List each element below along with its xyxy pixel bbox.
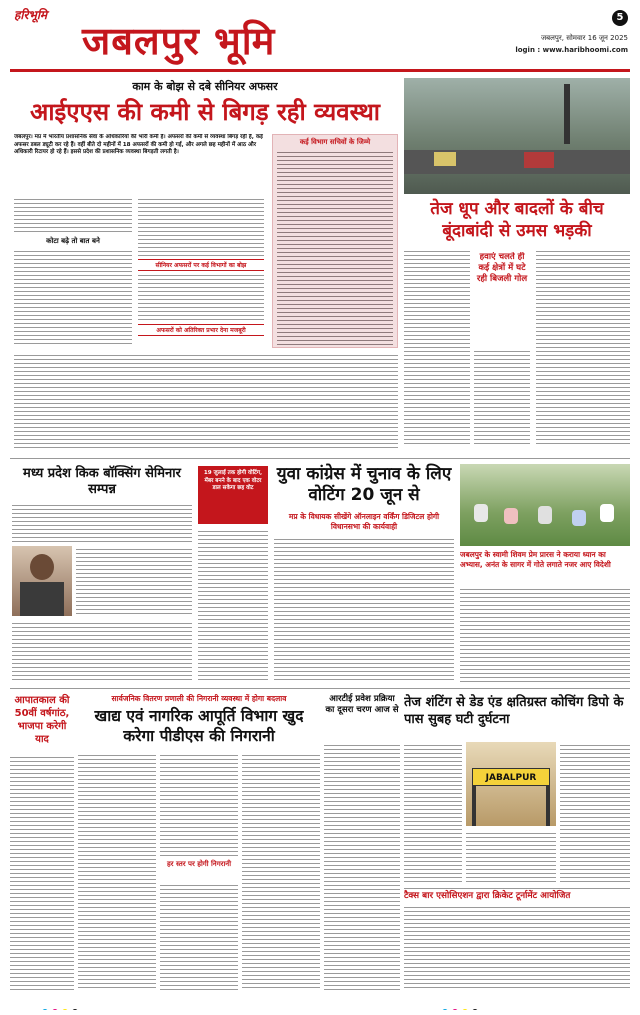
- youth-story: [198, 462, 456, 686]
- lead-col-2a: [138, 196, 264, 256]
- weather-col-2: [474, 348, 530, 446]
- lead-story: [10, 76, 400, 456]
- yoga-photo: [460, 464, 630, 546]
- weather-story: [404, 76, 630, 456]
- train-text-1: [404, 742, 462, 882]
- weather-photo: [404, 78, 630, 194]
- page-number: 5: [612, 10, 628, 26]
- dateline: जबलपुर, सोमवार 16 जून 2025: [540, 34, 628, 42]
- pds-story: [78, 692, 320, 992]
- tax-headline: टैक्स बार एसोसिएशन द्वारा क्रिकेट टूर्नामेंट आयोजित: [404, 888, 630, 902]
- pds-sub: हर स्तर पर होगी निगरानी: [166, 860, 232, 868]
- weather-headline: तेज धूप और बादलों के बीच बूंदाबांदी से उमस भड़की: [430, 199, 604, 241]
- lead-box: [272, 134, 398, 348]
- pds-col-3: [242, 752, 320, 990]
- lead-box-text: [277, 149, 393, 345]
- train-text-3: [560, 742, 630, 882]
- weather-col-1: [404, 248, 470, 446]
- lead-sub-departments: सीनियर अफसरों पर कई विभागों का बोझ: [138, 259, 264, 271]
- lead-headline: आईएएस की कमी से बिगड़ रही व्यवस्था: [29, 98, 380, 126]
- yoga-story: [460, 462, 630, 686]
- lead-sub-charge: अफसरों को अतिरिक्त प्रभार देना मजबूरी: [138, 324, 264, 336]
- pds-col-2b: [160, 882, 238, 990]
- masthead: [0, 0, 640, 70]
- lead-intro: जबलपुर। मप्र में भारतीय प्रशासनिक सेवा के अधिकारियों की भारी कमी है। अफसरों की कमी से व्यवस्था बिगड़ रही है, कई अफसर डबल ड्यूटी कर रहे हैं। वहीं बीते दो महीनों में 18 अफसरों की कमी हो गई, और अगले छह महीनों में आठ और अधिकारी रिटायर हो रहे हैं। इससे प्रदेश की प्रशासनिक व्यवस्था बिगड़ती लगती है।: [14, 134, 263, 156]
- section-rule-2: [10, 688, 630, 689]
- lead-bottom-text: [14, 352, 398, 448]
- masthead-rule: [10, 69, 630, 72]
- boxing-story: [10, 462, 194, 686]
- lead-col-2b: [138, 272, 264, 320]
- section-rule-1: [10, 458, 630, 459]
- train-photo: [466, 742, 556, 826]
- emergency-headline: आपातकाल की 50वीं वर्षगांठ, भाजपा करेगी याद: [14, 695, 70, 745]
- emergency-story: [10, 692, 74, 992]
- youth-text-1: [198, 528, 268, 682]
- pds-col-2a: [160, 752, 238, 856]
- youth-headline: युवा कांग्रेस में चुनाव के लिए वोटिंग 20 जून से: [276, 464, 452, 505]
- boxing-headline: मध्य प्रदेश किक बॉक्सिंग सेमिनार सम्पन्न: [23, 466, 181, 497]
- pds-col-1: [78, 752, 156, 990]
- boxing-text-2: [76, 546, 192, 616]
- lead-sub-kota: कोटा बढ़े तो बात बने: [46, 237, 100, 245]
- login-url[interactable]: login : www.haribhoomi.com: [515, 46, 628, 54]
- yoga-headline: जबलपुर के स्वामी शिवम प्रेम प्रारस ने कराया ध्यान का अभ्यास, अनंत के सागर में गोते लगाते नजर आए विदेशी: [460, 550, 611, 569]
- weather-col-3: [536, 248, 630, 446]
- boxing-text-3: [12, 620, 192, 682]
- weather-callout: हवाएं चलते ही कई क्षेत्रों में घटे रही बिजली गोल: [476, 252, 528, 284]
- rte-text: [324, 742, 400, 990]
- station-sign: JABALPUR: [472, 768, 550, 786]
- lead-box-title: कई विभाग सचिवों के जिम्मे: [299, 138, 371, 146]
- youth-text-2: [274, 536, 454, 682]
- rte-story: [324, 692, 400, 992]
- rte-headline: आरटीई प्रवेश प्रक्रिया का दूसरा चरण आज से: [325, 694, 399, 715]
- pds-headline: खाद्य एवं नागरिक आपूर्ति विभाग खुद करेगा पीडीएस की निगरानी: [94, 707, 304, 745]
- train-story: [404, 692, 630, 992]
- footer-color-marks-right: [440, 1000, 600, 1010]
- emergency-text: [10, 754, 74, 990]
- lead-col-1b: [14, 248, 132, 344]
- yoga-text: [460, 586, 630, 682]
- brand-logo: हरिभूमि: [14, 8, 48, 22]
- pds-kicker: सार्वजनिक वितरण प्रणाली की निगरानी व्यवस्था में होगा बदलाव: [111, 694, 287, 703]
- boxing-text-1: [12, 502, 192, 542]
- train-text-2: [466, 830, 556, 882]
- train-headline: तेज शंटिंग से डेड एंड क्षतिग्रस्त कोचिंग डिपो के पास सुबह घटी दुर्घटना: [404, 695, 624, 727]
- masthead-title: जबलपुर भूमि: [82, 19, 276, 63]
- boxing-photo: [12, 546, 72, 616]
- youth-teaser: 19 जुलाई तक होगी वोटिंग, मेंबर बनने के बाद एक वोटर डाल सकेगा छह वोट: [198, 466, 268, 524]
- tax-text: [404, 904, 630, 990]
- footer-color-marks-left: [40, 1000, 200, 1010]
- lead-kicker: काम के बोझ से दबे सीनियर अफसर: [132, 80, 278, 93]
- lead-col-1a: [14, 196, 132, 234]
- youth-sub: मप्र के विधायक सीखेंगे ऑनलाइन वर्किंग डिजिटल होगी विधानसभा की कार्यवाही: [288, 512, 440, 531]
